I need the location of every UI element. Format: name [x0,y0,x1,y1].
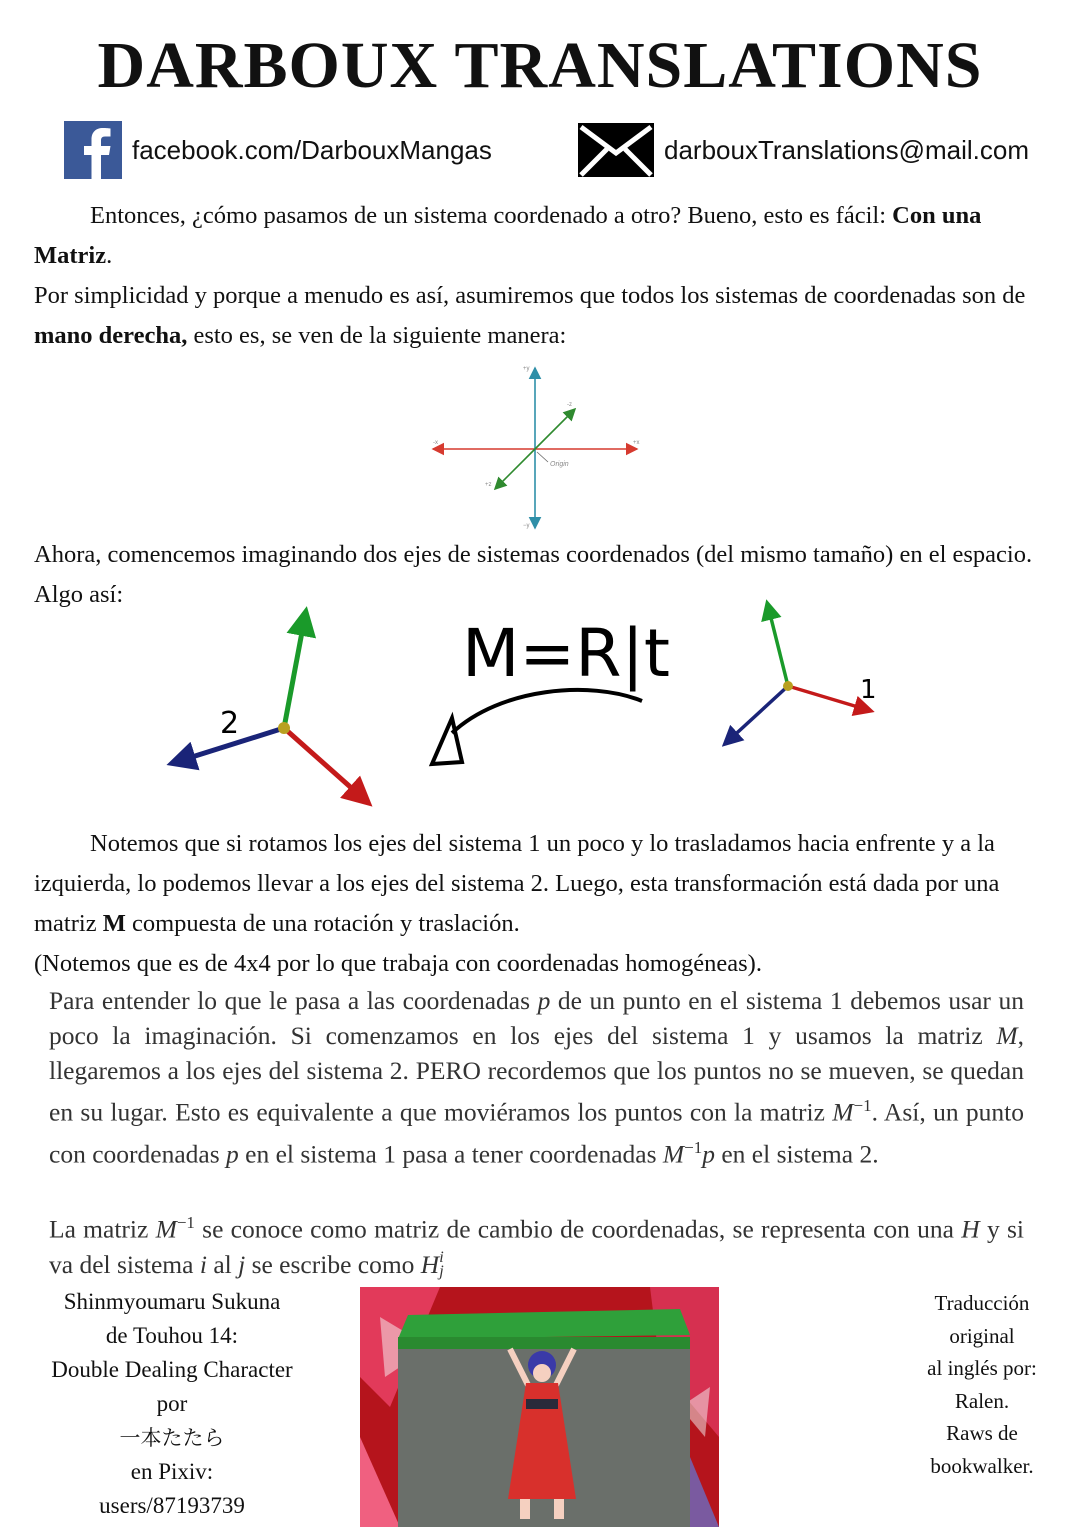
system-2-label: 2 [220,706,240,741]
transformation-end: compuesta de una rotación y traslación. [125,910,520,937]
axis-label-nx: -x [433,440,438,446]
facebook-url: facebook.com/DarbouxMangas [132,134,492,165]
z-axis-line [535,409,575,449]
handwritten-formula: M=R|t [462,615,670,692]
handwritten-arrow [452,690,642,733]
page-title: DARBOUX TRANSLATIONS [97,29,983,102]
axis-label-nz: +z [485,482,492,488]
credit-right-line: Traducción [934,1291,1030,1315]
system-1-axes [727,606,868,742]
credit-left-line: de Touhou 14: [105,1323,239,1348]
transformation-text: Notemos que si rotamos los ejes del sistema 1 un poco y lo trasladamos hacia enfrente y a la izquierda, lo podemos llevar a los ejes del sistema 2. Luego, esta transformación está dada por una matriz [34,830,1000,937]
email-contact [578,120,1029,180]
credit-left-line: Double Dealing Character [51,1357,293,1382]
facebook-contact [64,120,492,180]
facebook-icon [64,121,122,179]
credit-right-line: original [949,1323,1015,1348]
envelope-icon [578,121,654,179]
credit-left-line: Shinmyoumaru Sukuna [63,1289,281,1314]
systems-text: Ahora, comencemos imaginando dos ejes de sistemas coordenados (del mismo tamaño) en el espacio. Algo así: [34,541,1033,608]
credit-left-line: users/87193739 [99,1493,245,1518]
system-1-label: 1 [860,675,877,705]
credit-left-line: en Pixiv: [130,1459,214,1484]
credit-right-line: bookwalker. [930,1453,1034,1478]
coordinate-systems-figure [160,598,890,813]
transformation-paragraph [34,824,1046,984]
intro-bold: Con una Matriz [34,202,982,269]
credit-left-line: por [156,1391,188,1416]
system-2-axes [176,616,365,800]
axis-label-px: +x [633,440,640,446]
credit-left [28,1285,316,1523]
credit-right-line: Raws de [946,1421,1018,1445]
credit-left-line: 一本たたら [119,1426,225,1450]
email-address: darbouxTranslations@mail.com [664,134,1030,165]
character-illustration [360,1287,719,1527]
credit-right [912,1287,1052,1482]
axis-label-ny: −y [523,523,530,529]
z-axis-line-neg [495,449,535,489]
latex-paragraph-1: Para entender lo que le pasa a las coordenadas p de un punto en el sistema 1 debemos usar un poco la imaginación. Si comenzamos en los ejes del sistema 1 y usamos la matriz M, llegaremos a los ejes del sistema 2. PERO recordemos que los puntos no se mueven, se quedan en su lugar. Esto es equivalente a que moviéramos los puntos con la matriz $M^{-1}$. Así, un punto con coordenadas p en el sistema 1 pasa a tener coordenadas $M^{-1}p$ en el sistema 2. [49,986,1024,1168]
intro-period: . [106,242,113,269]
matrix-m-bold: M [102,910,126,937]
handedness-end: esto es, se ven de la siguiente manera: [187,322,567,349]
handedness-text: Por simplicidad y porque a menudo es así, asumiremos que todos los sistemas de coordenadas son de [34,282,1026,309]
right-handed-axes-figure [425,362,650,530]
axis-label-pz: -z [567,402,572,408]
axis-label-origin: Origin [550,461,569,468]
credit-right-line: al inglés por: [927,1356,1037,1380]
credit-right-line: Ralen. [954,1388,1010,1413]
intro-text: Entonces, ¿cómo pasamos de un sistema coordenado a otro? Bueno, esto es fácil: [90,202,893,229]
intro-paragraph [34,196,1046,356]
latex-paragraph-2: La matriz $M^{-1}$ se conoce como matriz de cambio de coordenadas, se representa con una H y si va del sistema i al j se escribe como H i j [49,1213,1024,1280]
handedness-bold: mano derecha, [34,322,188,349]
axis-label-py: +y [523,366,530,372]
homogeneous-note: (Notemos que es de 4x4 por lo que trabaja con coordenadas homogéneas). [34,950,762,977]
